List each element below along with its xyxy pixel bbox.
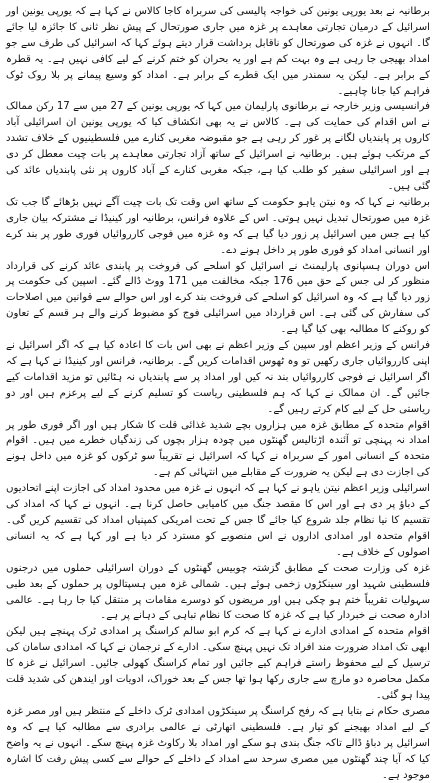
paragraph: اس دوران ہسپانوی پارلیمنٹ نے اسرائیل کو اسلحے کی فروخت پر پابندی عائد کرنے کی قرارداد منظور کر لی جس کے حق میں 176 جبکہ مخالفت میں 171 ووٹ ڈالے گئے۔ اسپین کی حکومت پر زور دیا گیا ہے کہ وہ اسرائیل کو اسلحے کی فروخت بند کرے اور اس حوالے سے قوانین میں اصلاحات کی سفارش کی گئی ہے۔ اس قرارداد میں اسرائیلی فوج کو مضبوط کرنے والے ہر قسم کے تعاون کو روکنے کا مطالبہ بھی کیا گیا ہے۔ xyxy=(6,260,430,336)
paragraph: برطانیہ نے کہا کہ وہ نیتن یاہو حکومت کے ساتھ اس وقت تک بات چیت آگے نہیں بڑھائے گا جب تک غزہ میں صورتحال تبدیل نہیں ہوتی۔ اس کے علاوہ فرانس، برطانیہ اور کینیڈا نے مشترکہ بیان جاری کیا ہے جس میں اسرائیل پر زور دیا گیا ہے کہ وہ غزہ میں فوجی کارروائیاں فوری طور پر بند کرے اور انسانی امداد کو فوری طور پر داخل ہونے دے۔ xyxy=(6,196,430,256)
paragraph: اقوام متحدہ کے مطابق غزہ میں ہزاروں بچے شدید غذائی قلت کا شکار ہیں اور اگر فوری طور پر امداد نہ پہنچی تو آئندہ اڑتالیس گھنٹوں میں چودہ ہزار بچوں کی زندگیاں خطرے میں ہیں۔ اقوام متحدہ کے انسانی امور کے سربراہ نے کہا کہ اسرائیل نے تقریباً سو ٹرکوں کو غزہ میں داخل ہونے کی اجازت دی ہے لیکن یہ ضرورت کے مقابلے میں انتہائی کم ہے۔ xyxy=(6,419,430,479)
paragraph: فرانس کے وزیر اعظم اور سپین کے وزیر اعظم نے بھی اس بات کا اعادہ کیا ہے کہ اگر اسرائیل نے اپنی کارروائیاں جاری رکھیں تو وہ ٹھوس اقدامات کریں گے۔ برطانیہ، فرانس اور کینیڈا نے کہا ہے کہ اگر اسرائیل نے فوجی کارروائیاں بند نہ کیں اور امداد پر سے پابندیاں نہ ہٹائیں تو مزید اقدامات کیے جائیں گے۔ ان ممالک نے کہا کہ ہم فلسطینی ریاست کو تسلیم کرنے کے لیے پرعزم ہیں اور دو ریاستی حل کے لیے کام کرتے رہیں گے۔ xyxy=(6,340,430,415)
paragraph: غزہ کی وزارت صحت کے مطابق گزشتہ چوبیس گھنٹوں کے دوران اسرائیلی حملوں میں درجنوں فلسطینی شہید اور سینکڑوں زخمی ہوئے ہیں۔ شمالی غزہ میں ہسپتالوں پر حملوں کے بعد طبی سہولیات تقریباً ختم ہو چکی ہیں اور مریضوں کو دوسرے مقامات پر منتقل کیا جا رہا ہے۔ عالمی ادارہ صحت نے خبردار کیا ہے کہ غزہ کا صحت کا نظام تباہی کے دہانے پر ہے۔ xyxy=(6,562,430,622)
article-body xyxy=(6,4,430,783)
paragraph: برطانیہ نے بعد یورپی یونین کی خواجہ پالیسی کی سربراہ کاجا کالاس نے کہا ہے کہ یورپی یونین اور اسرائیل کے درمیان تجارتی معاہدے پر غزہ میں جاری صورتحال کے پیش نظر ثانی کا جائزہ لیا جائے گا۔ انہوں نے غزہ کی صورتحال کو ناقابل برداشت قرار دیتے ہوئے کہا کہ اسرائیل کی طرف سے جو امداد بھیجی جا رہی ہے وہ بہت کم ہے اور یہ بحران کو ختم کرنے کے لیے کافی نہیں ہے۔ یہ قطرہ کے برابر ہے۔ لیکن یہ سمندر میں ایک قطرے کے برابر ہے۔ امداد کو وسیع پیمانے پر بلا روک ٹوک فراہم کیا جانا چاہیے۔ xyxy=(6,6,430,97)
paragraph: فرانسیسی وزیر خارجہ نے برطانوی پارلیمان میں کہا کہ یورپی یونین کے 27 میں سے 17 رکن ممالک نے اس اقدام کی حمایت کی ہے۔ کالاس نے یہ بھی انکشاف کیا کہ یورپی یونین ان اسرائیلی آباد کاروں پر پابندیاں لگانے پر غور کر رہی ہے جو مقبوضہ مغربی کنارے میں فلسطینیوں کے خلاف تشدد کے مرتکب ہوئے ہیں۔ برطانیہ نے اسرائیل کے ساتھ آزاد تجارتی معاہدے پر بات چیت معطل کر دی ہے اور اسرائیلی سفیر کو طلب کیا ہے، جبکہ مغربی کنارے کے آباد کاروں پر نئی پابندیاں عائد کی گئی ہیں۔ xyxy=(6,101,430,192)
paragraph: مصری حکام نے بتایا ہے کہ رفح کراسنگ پر سینکڑوں امدادی ٹرک داخلے کے منتظر ہیں اور مصر غزہ کے لیے امداد بھیجنے کو تیار ہے۔ فلسطینی اتھارٹی نے عالمی برادری سے مطالبہ کیا ہے کہ وہ اسرائیل پر دباؤ ڈالے تاکہ جنگ بندی ہو سکے اور امداد بلا رکاوٹ غزہ پہنچ سکے۔ انہوں نے یہ واضح کیا کہ آیا چند گھنٹوں میں مصری سرحد سے امداد کے داخلے کے حوالے سے کسی پیش رفت کا اشارہ موجود ہے۔ xyxy=(6,705,430,781)
paragraph: اقوام متحدہ کے امدادی ادارے نے کہا ہے کہ کرم ابو سالم کراسنگ پر امدادی ٹرک پہنچے ہیں لیکن ابھی تک امداد ضرورت مند افراد تک نہیں پہنچ سکی۔ ادارے کے ترجمان نے کہا کہ امدادی سامان کی ترسیل کے لیے محفوظ راستے فراہم کیے جائیں اور تمام کراسنگ کھولی جائیں۔ اسرائیل نے غزہ کا مکمل محاصرہ دو مارچ سے جاری رکھا ہوا تھا جس کے بعد خوراک، ادویات اور ایندھن کی شدید قلت پیدا ہو گئی۔ xyxy=(6,626,430,701)
paragraph: اسرائیلی وزیر اعظم نیتن یاہو نے کہا ہے کہ انہوں نے غزہ میں محدود امداد کی اجازت اپنے اتحادیوں کے دباؤ پر دی ہے اور اس کا مقصد جنگ میں کامیابی حاصل کرنا ہے۔ انہوں نے کہا کہ امداد کی تقسیم کا نیا نظام جلد شروع کیا جائے گا جس کے تحت امریکی کمپنیاں امداد کی تقسیم کریں گی۔ اقوام متحدہ اور امدادی اداروں نے اس منصوبے کو مسترد کر دیا ہے اور کہا ہے کہ یہ انسانی اصولوں کے خلاف ہے۔ xyxy=(6,483,430,558)
